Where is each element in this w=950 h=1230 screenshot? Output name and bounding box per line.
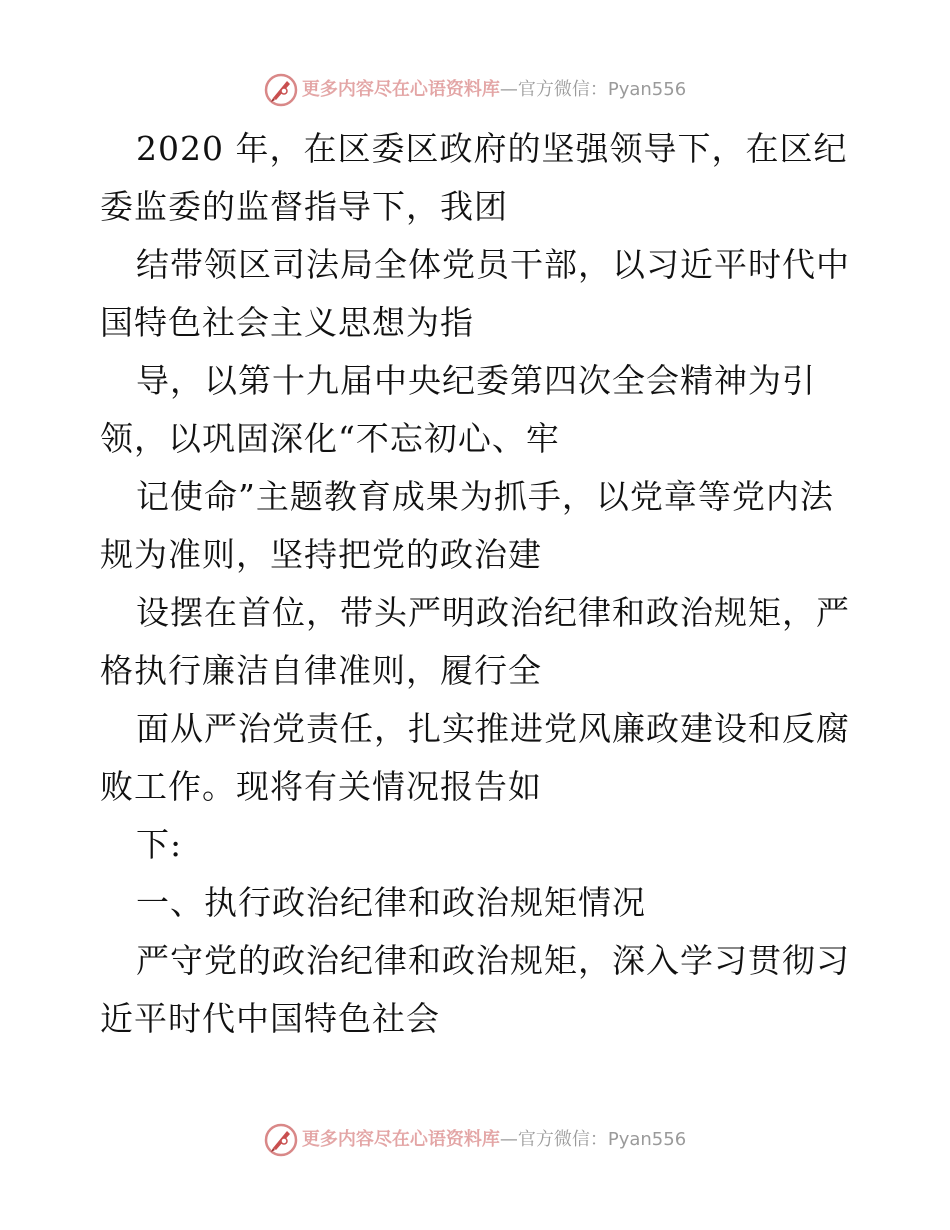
text-line: 下: [136, 825, 183, 864]
quill-logo-icon [264, 1123, 298, 1157]
header-watermark [0, 70, 950, 110]
watermark-dash: — [499, 79, 518, 100]
text-line: 2020 年，在区委区政府的坚强领导下，在区纪 [136, 129, 848, 168]
text-line: 严守党的政治纪律和政治规矩，深入学习贯彻习 [136, 941, 850, 980]
text-line: 近平时代中国特色社会 [100, 999, 440, 1038]
watermark-sub-text: 官方微信：Pyan556 [517, 1129, 687, 1150]
text-line: 一、执行政治纪律和政治规矩情况 [136, 883, 646, 922]
text-line: 领，以巩固深化“不忘初心、牢 [100, 419, 560, 458]
text-line: 国特色社会主义思想为指 [100, 303, 474, 342]
text-line: 导，以第十九届中央纪委第四次全会精神为引 [136, 361, 816, 400]
watermark-dash: — [499, 1129, 518, 1150]
watermark-main-text: 更多内容尽在心语资料库 [301, 79, 500, 100]
text-line: 记使命”主题教育成果为抓手，以党章等党内法 [136, 477, 834, 516]
text-line: 格执行廉洁自律准则，履行全 [100, 651, 542, 690]
quill-logo-icon [264, 73, 298, 107]
watermark-text [302, 1129, 686, 1151]
document-body [100, 120, 860, 1048]
footer-watermark [0, 1120, 950, 1160]
text-line: 结带领区司法局全体党员干部，以习近平时代中 [136, 245, 850, 284]
watermark-sub-text: 官方微信：Pyan556 [517, 79, 687, 100]
watermark-main-text: 更多内容尽在心语资料库 [301, 1129, 500, 1150]
text-line: 败工作。现将有关情况报告如 [100, 767, 542, 806]
text-line: 设摆在首位，带头严明政治纪律和政治规矩，严 [136, 593, 850, 632]
watermark-text [302, 79, 686, 101]
text-line: 委监委的监督指导下，我团 [100, 187, 508, 226]
text-line: 面从严治党责任，扎实推进党风廉政建设和反腐 [136, 709, 850, 748]
text-line: 规为准则，坚持把党的政治建 [100, 535, 542, 574]
